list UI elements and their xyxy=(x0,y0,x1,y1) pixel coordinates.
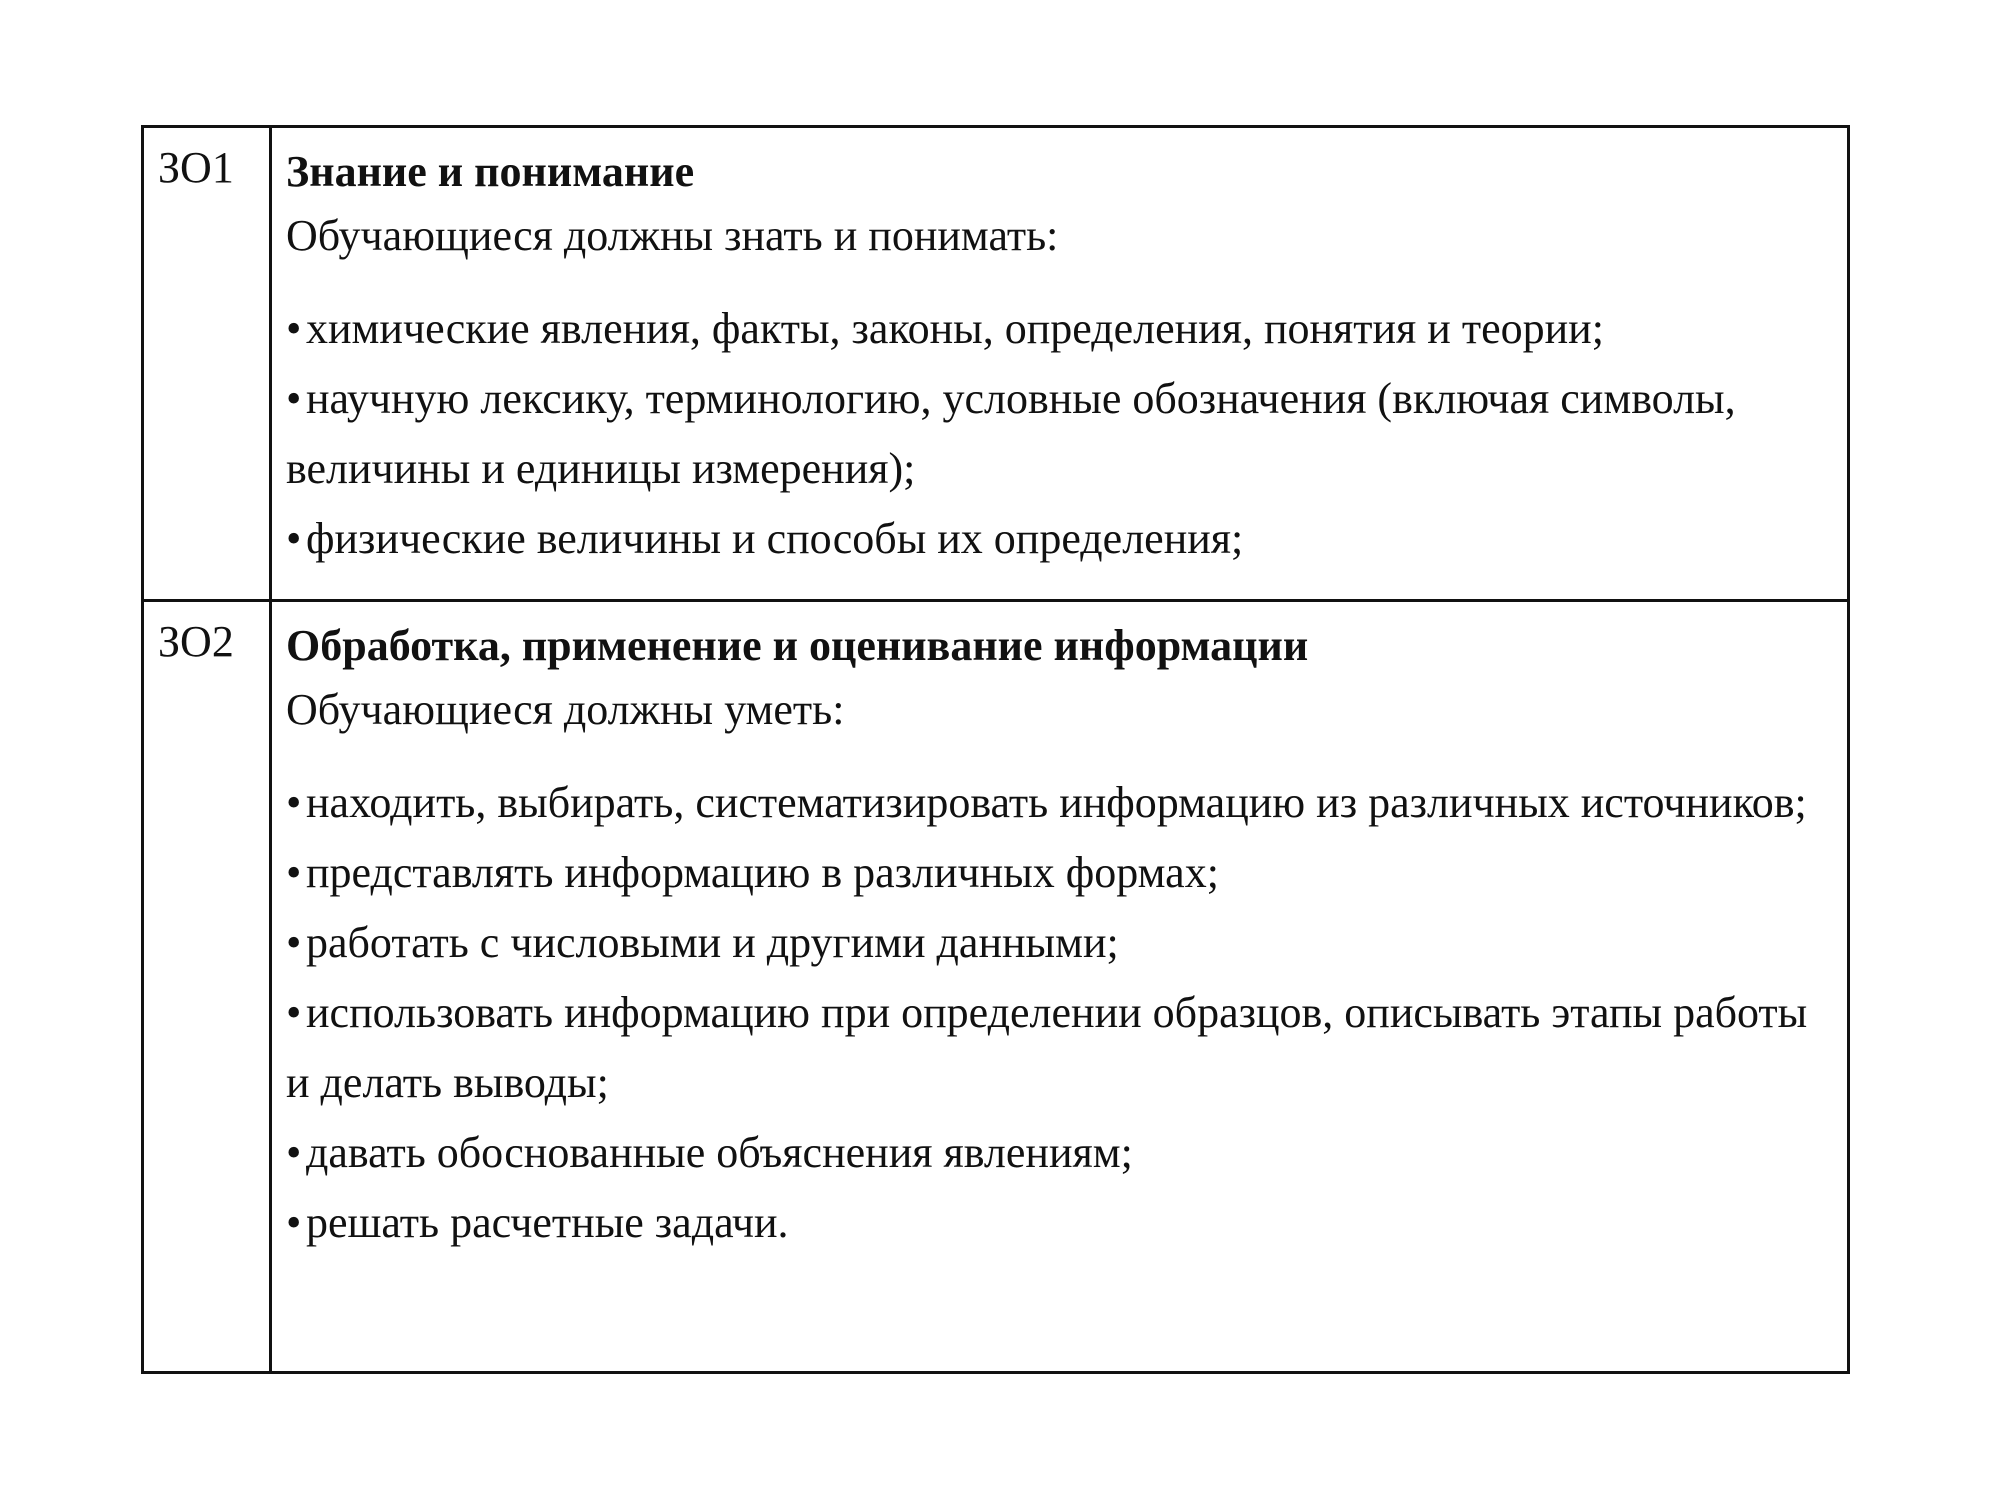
outcome-bullet-item xyxy=(286,294,1817,364)
bullet-text: химические явления, факты, законы, определения, понятия и теории; xyxy=(306,304,1604,353)
outcome-row-1 xyxy=(143,127,1849,601)
outcome-code: ЗО2 xyxy=(158,617,234,666)
outcome-description-cell xyxy=(271,601,1849,1373)
bullet-icon: • xyxy=(286,988,302,1037)
outcome-bullet-item xyxy=(286,978,1817,1118)
outcome-description-cell xyxy=(271,127,1849,601)
outcome-intro: Обучающиеся должны знать и понимать: xyxy=(286,211,1059,260)
outcome-bullet-list xyxy=(286,294,1817,574)
outcome-code-cell xyxy=(143,127,271,601)
outcome-bullet-list xyxy=(286,768,1817,1258)
bullet-text: давать обоснованные объяснения явлениям; xyxy=(306,1128,1133,1177)
outcome-bullet-item xyxy=(286,1118,1817,1188)
outcome-intro: Обучающиеся должны уметь: xyxy=(286,685,845,734)
bullet-text: решать расчетные задачи. xyxy=(306,1198,789,1247)
bullet-text: научную лексику, терминологию, условные обозначения (включая символы, величины и единицы измерения); xyxy=(286,374,1736,493)
bullet-icon: • xyxy=(286,514,302,563)
outcome-bullet-item xyxy=(286,908,1817,978)
bullet-icon: • xyxy=(286,1198,302,1247)
outcome-bullet-item xyxy=(286,768,1817,838)
bullet-text: работать с числовыми и другими данными; xyxy=(306,918,1119,967)
learning-outcomes-table xyxy=(141,125,1850,1374)
bullet-text: представлять информацию в различных формах; xyxy=(306,848,1219,897)
bullet-icon: • xyxy=(286,848,302,897)
bullet-text: физические величины и способы их определения; xyxy=(306,514,1244,563)
bullet-icon: • xyxy=(286,374,302,423)
bullet-icon: • xyxy=(286,1128,302,1177)
outcome-bullet-item xyxy=(286,364,1817,504)
bullet-text: находить, выбирать, систематизировать информацию из различных источников; xyxy=(306,778,1807,827)
outcome-row-2 xyxy=(143,601,1849,1373)
bullet-icon: • xyxy=(286,778,302,827)
bullet-icon: • xyxy=(286,304,302,353)
outcome-code-cell xyxy=(143,601,271,1373)
bullet-icon: • xyxy=(286,918,302,967)
outcome-code: ЗО1 xyxy=(158,143,234,192)
outcome-bullet-item xyxy=(286,838,1817,908)
outcome-heading: Обработка, применение и оценивание информации xyxy=(286,621,1309,670)
bullet-text: использовать информацию при определении образцов, описывать этапы работы и делать выводы; xyxy=(286,988,1808,1107)
outcome-heading: Знание и понимание xyxy=(286,147,695,196)
outcome-bullet-item xyxy=(286,504,1817,574)
outcome-bullet-item xyxy=(286,1188,1817,1258)
